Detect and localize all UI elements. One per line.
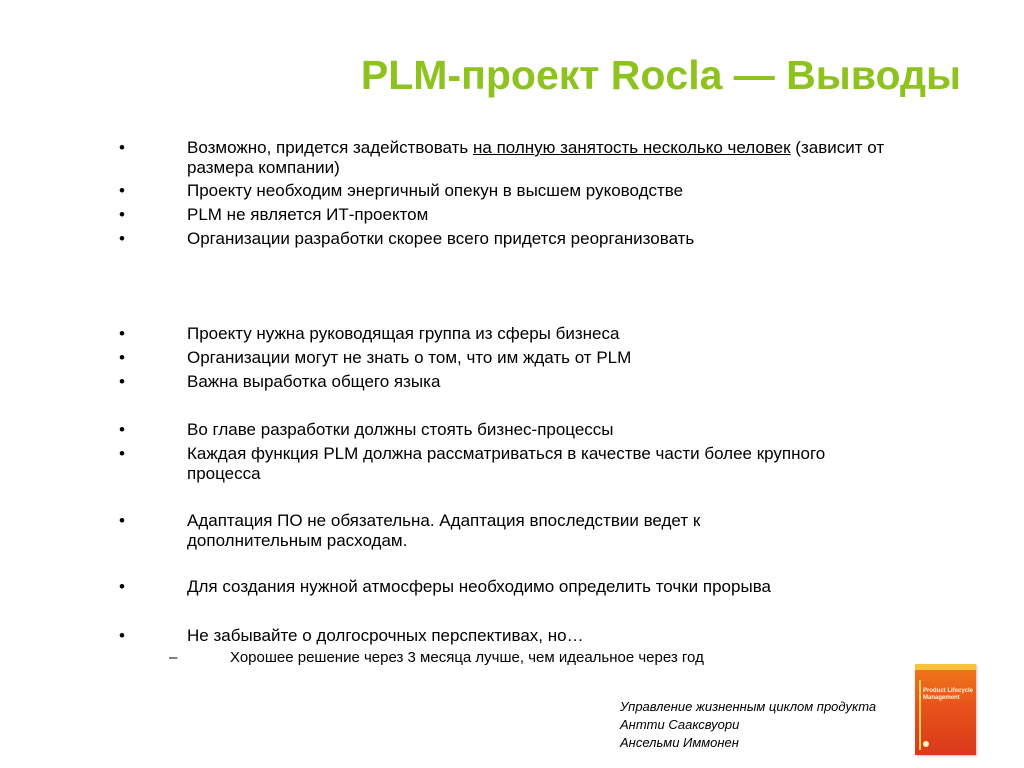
bullet-text-part: Возможно, придется задействовать <box>187 138 473 157</box>
citation-author: Ансельми Иммонен <box>620 735 739 750</box>
bullet-marker: • <box>119 138 125 157</box>
publisher-logo-icon <box>923 741 929 747</box>
bullet-marker: • <box>119 205 125 224</box>
bullet-text: Проекту нужна руководящая группа из сферы бизнеса <box>187 324 620 343</box>
book-cover-stripe <box>919 680 921 750</box>
bullet-marker: • <box>119 324 125 343</box>
bullet-marker: • <box>119 577 125 596</box>
citation-author: Антти Сааксвуори <box>620 717 740 732</box>
book-cover-image <box>915 664 976 755</box>
bullet-text: Каждая функция PLM должна рассматриваться в качестве части более крупного процесса <box>187 444 826 483</box>
bullet-text: Адаптация ПО не обязательна. Адаптация впоследствии ведет к дополнительным расходам. <box>187 511 701 550</box>
bullet-text-part: (зависит от размера компании) <box>187 138 885 177</box>
bullet-marker: • <box>119 444 125 463</box>
bullet-marker: • <box>119 181 125 200</box>
bullet-text: Важна выработка общего языка <box>187 372 441 391</box>
bullet-text: Во главе разработки должны стоять бизнес-процессы <box>187 420 614 439</box>
bullet-marker: • <box>119 372 125 391</box>
book-citation <box>620 698 876 752</box>
bullet-text: Организации разработки скорее всего придется реорганизовать <box>187 229 695 248</box>
bullet-marker: • <box>119 626 125 645</box>
bullet-marker: • <box>119 420 125 439</box>
bullet-text: Для создания нужной атмосферы необходимо определить точки прорыва <box>187 577 771 596</box>
citation-book-title: Управление жизненным циклом продукта <box>620 699 877 714</box>
bullet-marker: • <box>119 511 125 530</box>
sub-bullet-text: Хорошее решение через 3 месяца лучше, чем идеальное через год <box>230 649 704 666</box>
bullet-text: PLM не является ИТ-проектом <box>187 205 429 224</box>
bullet-text: Не забывайте о долгосрочных перспективах, но… <box>187 626 584 645</box>
slide-title: PLM-проект Rocla — Выводы <box>360 52 961 98</box>
bullet-marker: • <box>119 229 125 248</box>
book-cover-title: Product Lifecycle Management <box>923 688 974 701</box>
bullet-text <box>187 138 907 178</box>
bullet-text: Организации могут не знать о том, что им ждать от PLM <box>187 348 632 367</box>
dash-marker: – <box>169 649 178 666</box>
book-cover-band <box>915 664 976 670</box>
bullet-text: Проекту необходим энергичный опекун в высшем руководстве <box>187 181 684 200</box>
bullet-marker: • <box>119 348 125 367</box>
underlined-phrase: на полную занятость несколько человек <box>473 138 791 157</box>
